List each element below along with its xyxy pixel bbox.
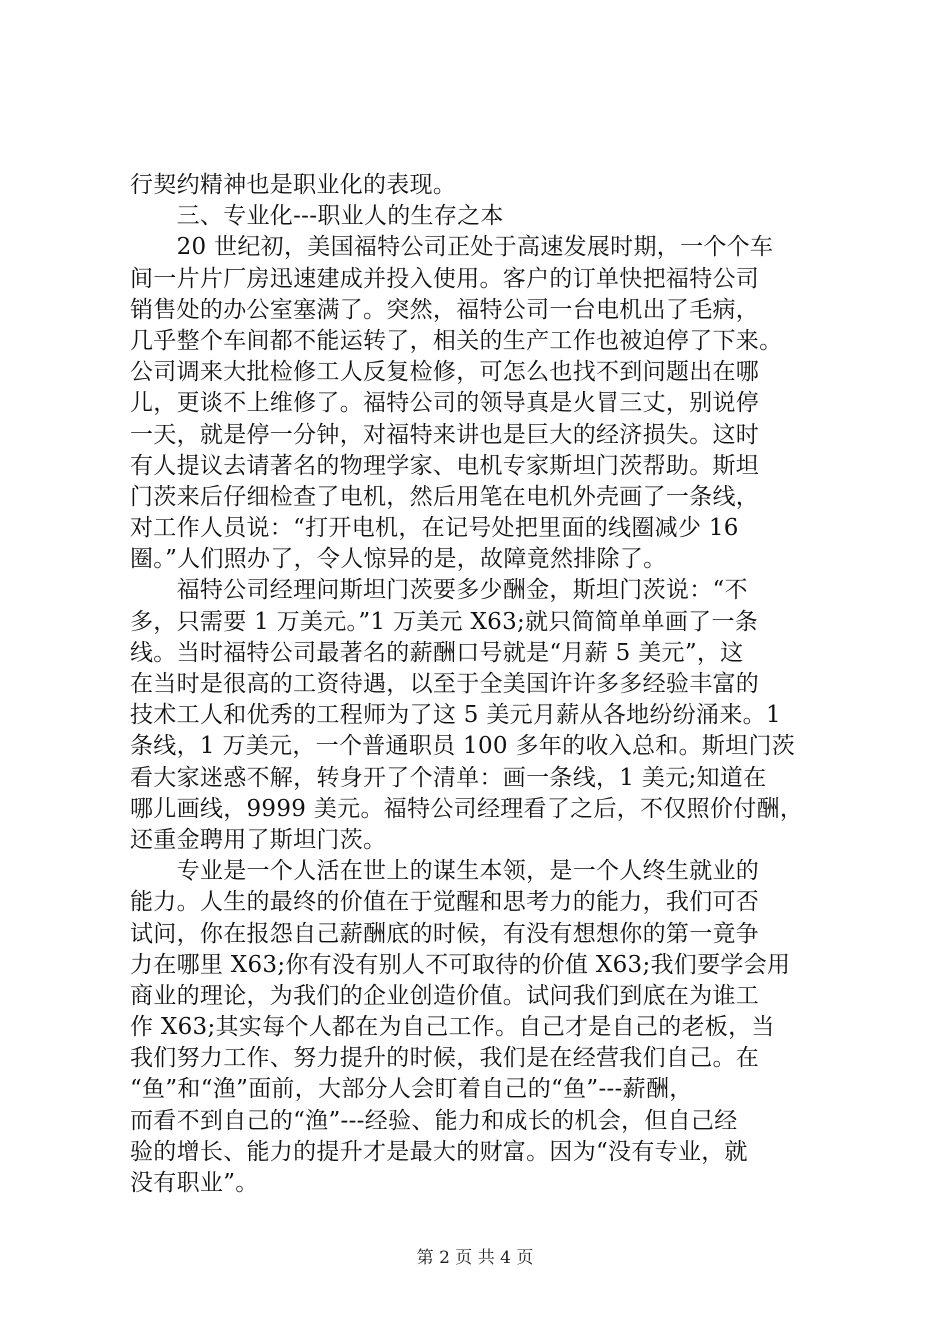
section-heading: 三、专业化---职业人的生存之本 — [130, 203, 504, 230]
text-line: 对工作人员说：“打开电机，在记号处把里面的线圈减少 16 — [130, 515, 739, 542]
text-line: 间一片片厂房迅速建成并投入使用。客户的订单快把福特公司 — [130, 265, 760, 292]
text-line: 公司调来大批检修工人反复检修，可怎么也找不到问题出在哪 — [130, 359, 760, 386]
text-line: 福特公司经理问斯坦门茨要多少酬金，斯坦门茨说：“不 — [130, 577, 748, 604]
text-line: 条线，1 万美元，一个普通职员 100 多年的收入总和。斯坦门茨 — [130, 733, 796, 760]
body-text — [130, 170, 835, 1199]
text-line: 儿，更谈不上维修了。福特公司的领导真是火冒三丈，别说停 — [130, 390, 760, 417]
text-line: 圈。”人们照办了，令人惊异的是，故障竟然排除了。 — [130, 546, 667, 573]
text-line: 线。当时福特公司最著名的薪酬口号就是“月薪 5 美元”，这 — [130, 639, 744, 666]
text-line: 在当时是很高的工资待遇，以至于全美国许许多多经验丰富的 — [130, 671, 760, 697]
text-line: 试问，你在报怨自己薪酬底的时候，有没有想想你的第一竟争 — [130, 920, 760, 947]
text-line: 看大家迷惑不解，转身开了个清单：画一条线，1 美元;知道在 — [130, 764, 767, 791]
text-line: 验的增长、能力的提升才是最大的财富。因为“没有专业，就 — [130, 1138, 748, 1165]
text-line: 销售处的办公室塞满了。突然，福特公司一台电机出了毛病， — [130, 296, 760, 323]
text-line: 我们努力工作、努力提升的时候，我们是在经营我们自己。在 — [130, 1045, 760, 1072]
text-line: “鱼”和“渔”面前，大部分人会盯着自己的“鱼”---薪酬， — [130, 1076, 693, 1103]
text-line: 一天，就是停一分钟，对福特来讲也是巨大的经济损失。这时 — [130, 421, 760, 448]
text-line: 有人提议去请著名的物理学家、电机专家斯坦门茨帮助。斯坦 — [130, 452, 760, 479]
text-line: 商业的理论，为我们的企业创造价值。试问我们到底在为谁工 — [130, 982, 760, 1009]
text-line: 力在哪里 X63;你有没有别人不可取待的价值 X63;我们要学会用 — [130, 951, 791, 978]
text-line: 几乎整个车间都不能运转了，相关的生产工作也被迫停了下来。 — [130, 327, 783, 354]
text-line: 专业是一个人活在世上的谋生本领，是一个人终生就业的 — [130, 858, 760, 885]
text-line: 哪儿画线，9999 美元。福特公司经理看了之后，不仅照价付酬， — [130, 795, 804, 822]
text-line: 行契约精神也是职业化的表现。 — [130, 172, 457, 198]
text-line: 门茨来后仔细检查了电机，然后用笔在电机外壳画了一条线， — [130, 483, 760, 510]
text-line: 20 世纪初，美国福特公司正处于高速发展时期，一个个车 — [130, 234, 774, 261]
page-number-footer: 第 2 页 共 4 页 — [416, 1248, 534, 1268]
text-line: 能力。人生的最终的价值在于觉醒和思考力的能力，我们可否 — [130, 889, 760, 916]
text-line: 多，只需要 1 万美元。”1 万美元 X63;就只简简单单画了一条 — [130, 608, 759, 635]
text-line: 还重金聘用了斯坦门茨。 — [130, 826, 387, 853]
text-line: 作 X63;其实每个人都在为自己工作。自己才是自己的老板，当 — [130, 1014, 775, 1041]
text-line: 没有职业”。 — [130, 1170, 259, 1196]
text-line: 技术工人和优秀的工程师为了这 5 美元月薪从各地纷纷涌来。1 — [130, 702, 781, 729]
text-line: 而看不到自己的“渔”---经验、能力和成长的机会，但自己经 — [130, 1107, 738, 1134]
